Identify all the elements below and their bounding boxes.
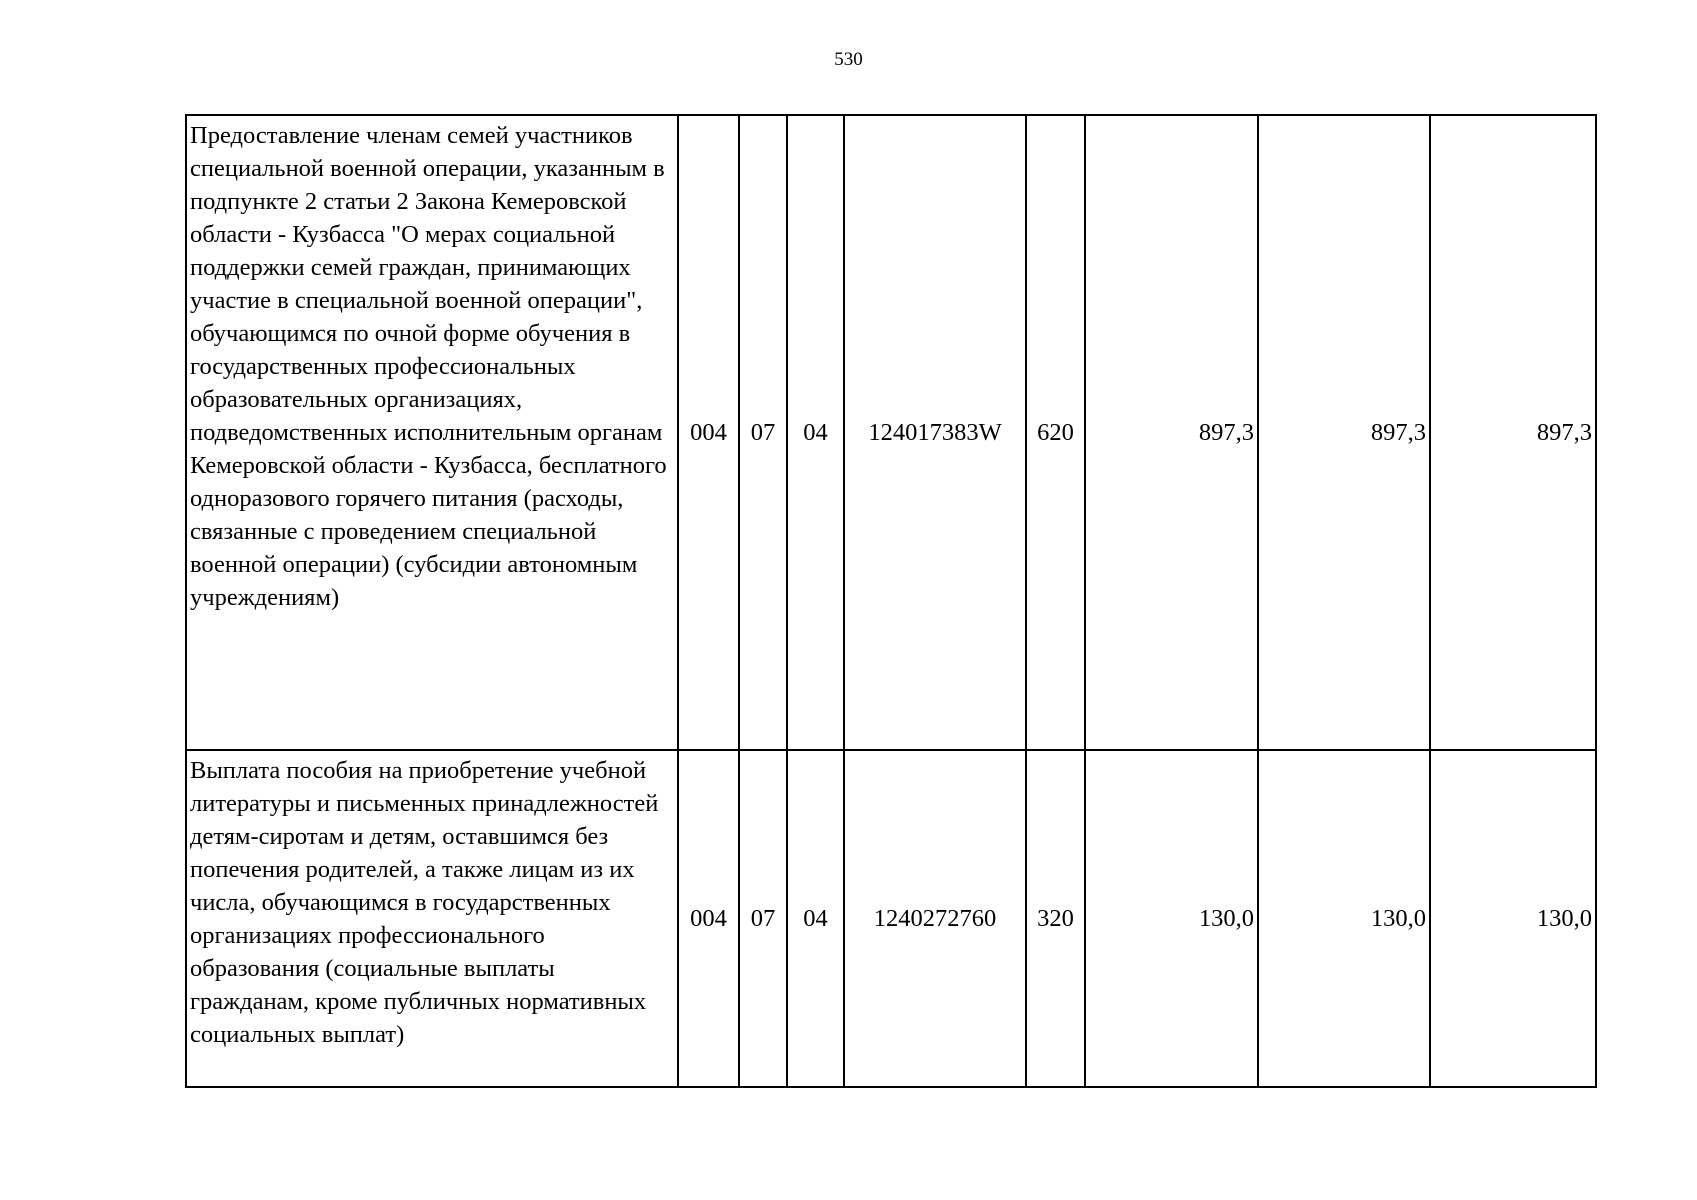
amount-year-1: 130,0 — [1085, 750, 1258, 1087]
expense-type-code: 620 — [1026, 115, 1085, 750]
page-number: 530 — [834, 49, 863, 70]
section-code: 07 — [739, 750, 787, 1087]
amount-year-2: 897,3 — [1258, 115, 1430, 750]
section-code: 07 — [739, 115, 787, 750]
target-article-code: 1240272760 — [844, 750, 1026, 1087]
amount-year-3: 897,3 — [1430, 115, 1596, 750]
subsection-code: 04 — [787, 115, 844, 750]
ministry-code: 004 — [678, 750, 739, 1087]
budget-table — [185, 114, 1597, 1088]
amount-year-3: 130,0 — [1430, 750, 1596, 1087]
amount-year-2: 130,0 — [1258, 750, 1430, 1087]
table-row — [186, 750, 1596, 1087]
amount-year-1: 897,3 — [1085, 115, 1258, 750]
table-row — [186, 115, 1596, 750]
subsection-code: 04 — [787, 750, 844, 1087]
expense-type-code: 320 — [1026, 750, 1085, 1087]
row-description: Предоставление членам семей участников специальной военной операции, указанным в подпункте 2 статьи 2 Закона Кемеровской области - Кузбасса "О мерах социальной поддержки семей граждан, принимающих участие в специальной военной операции", обучающимся по очной форме обучения в государственных профессиональных образовательных организациях, подведомственных исполнительным органам Кемеровской области - Кузбасса, бесплатного одноразового горячего питания (расходы, связанные с проведением специальной военной операции) (субсидии автономным учреждениям) — [186, 115, 678, 750]
row-description: Выплата пособия на приобретение учебной литературы и письменных принадлежностей детям-сиротам и детям, оставшимся без попечения родителей, а также лицам из их числа, обучающимся в государственных организациях профессионального образования (социальные выплаты гражданам, кроме публичных нормативных социальных выплат) — [186, 750, 678, 1087]
ministry-code: 004 — [678, 115, 739, 750]
target-article-code: 124017383W — [844, 115, 1026, 750]
